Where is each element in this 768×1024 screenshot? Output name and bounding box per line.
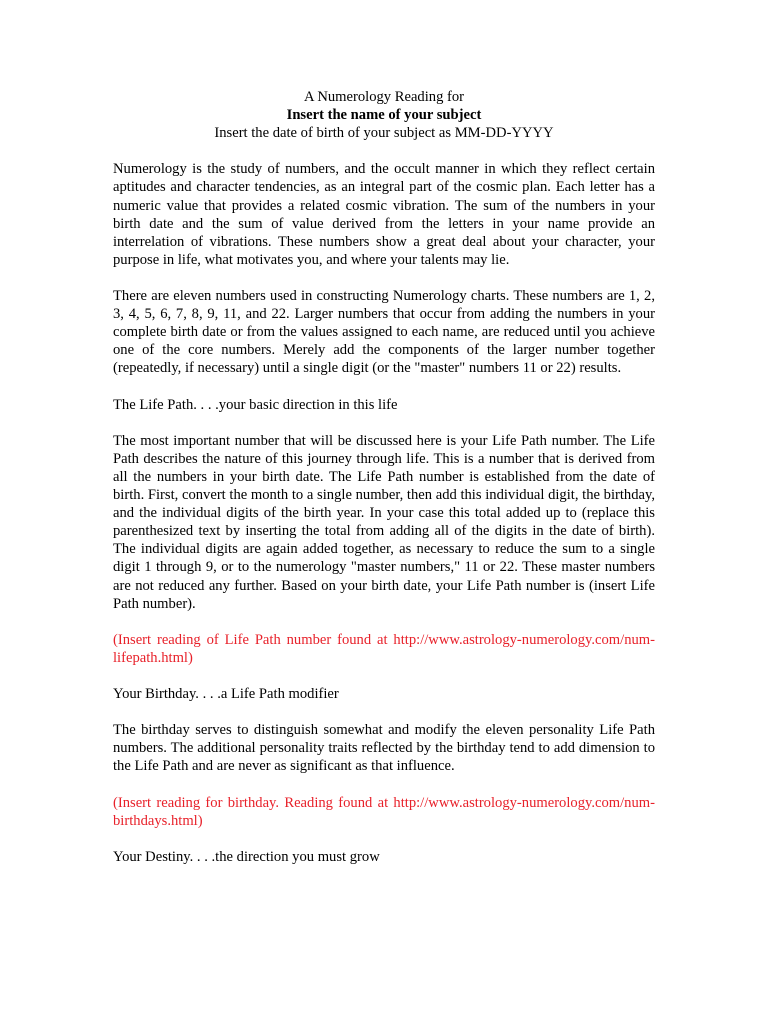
spacer xyxy=(113,269,655,287)
spacer xyxy=(113,378,655,396)
spacer xyxy=(113,142,655,160)
spacer xyxy=(113,667,655,685)
life-path-heading: The Life Path. . . .your basic direction in this life xyxy=(113,396,398,413)
destiny-heading: Your Destiny. . . .the direction you must grow xyxy=(113,848,380,865)
birthday-paragraph: The birthday serves to distinguish somewhat and modify the eleven personality Life Path numbers. The additional personality traits reflected by the birthday tend to add dimension to the Life Path and are never as significant as that influence. xyxy=(113,722,655,775)
spacer xyxy=(113,703,655,721)
spacer xyxy=(113,613,655,631)
document-page xyxy=(113,88,655,866)
intro-paragraph: Numerology is the study of numbers, and the occult manner in which they reflect certain aptitudes and character tendencies, as an integral part of the cosmic plan. Each letter has a numeric value that provides a related cosmic vibration. The sum of the numbers in your birth date and the sum of value derived from the letters in your name provide an interrelation of vibrations. These numbers show a great deal about your character, your purpose in life, what motivates you, and where your talents may lie. xyxy=(113,161,655,268)
reading-title: A Numerology Reading for xyxy=(303,89,465,105)
spacer xyxy=(113,776,655,794)
core-numbers-paragraph: There are eleven numbers used in constructing Numerology charts. These numbers are 1, 2, 3, 4, 5, 6, 7, 8, 9, 11, and 22. Larger numbers that occur from adding the numbers in your complete birth date or from the values assigned to each name, are reduced until you achieve one of the core numbers. Merely add the components of the larger number together (repeatedly, if necessary) until a single digit (or the "master" numbers 11 or 22) results. xyxy=(113,288,655,377)
birthday-insert-note: (Insert reading for birthday. Reading found at http://www.astrology-numerology.com/num-birthdays.html) xyxy=(113,794,655,829)
life-path-insert-note: (Insert reading of Life Path number found at http://www.astrology-numerology.com/num-lifepath.html) xyxy=(113,631,655,666)
life-path-paragraph: The most important number that will be discussed here is your Life Path number. The Life Path describes the nature of this journey through life. This is a number that is derived from all the numbers in your birth date. The Life Path number is established from the date of birth. First, convert the month to a single number, then add this individual digit, the birthday, and the individual digits of the birth year. In your case this total added up to (replace this parenthesized text by inserting the total from adding all of the digits in the date of birth). The individual digits are again added together, as necessary to reduce the sum to a single digit 1 through 9, or to the numerology "master numbers," 11 or 22. These master numbers are not reduced any further. Based on your birth date, your Life Path number is (insert Life Path number). xyxy=(113,432,655,612)
birthday-heading: Your Birthday. . . .a Life Path modifier xyxy=(113,686,339,703)
spacer xyxy=(113,830,655,848)
subject-name-placeholder: Insert the name of your subject xyxy=(286,107,482,124)
spacer xyxy=(113,414,655,432)
birthdate-placeholder: Insert the date of birth of your subject as MM-DD-YYYY xyxy=(214,125,554,142)
